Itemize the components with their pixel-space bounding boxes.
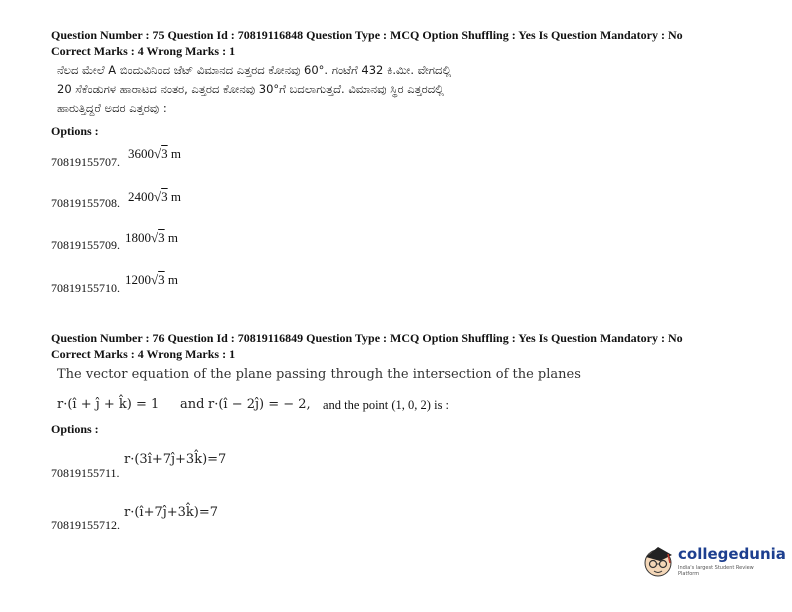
option-id: 70819155711.	[51, 466, 120, 480]
question-75-marks: Correct Marks : 4 Wrong Marks : 1	[51, 44, 236, 58]
question-76-text-line-1: The vector equation of the plane passing through the intersection of the planes	[57, 367, 581, 382]
question-75-header: Question Number : 75 Question Id : 70819116848 Question Type : MCQ Option Shuffling : Yes Is Question Mandatory : No	[51, 28, 683, 42]
logo-tagline: India's largest Student Review Platform	[678, 565, 754, 577]
option-id: 70819155707.	[51, 155, 120, 169]
question-75-options-label: Options :	[51, 124, 99, 138]
option-id: 70819155708.	[51, 196, 120, 210]
question-75-text-line-3: ಹಾರುತ್ತಿದ್ದರೆ ಅದರ ಎತ್ತರವು :	[57, 101, 167, 115]
option-id: 70819155709.	[51, 238, 120, 252]
plane-equation-1: r·(î + ĵ + k̂) = 1	[57, 397, 160, 412]
and-text: and	[180, 397, 205, 412]
sqrt-icon: √	[151, 272, 159, 287]
plane-equation-2: r·(î − 2ĵ) = − 2,	[208, 397, 311, 412]
option-value: 1800√3 m	[125, 230, 179, 245]
collegedunia-logo	[642, 543, 786, 583]
question-75-text-line-1: ನೆಲದ ಮೇಲೆ A ಬಿಂದುವಿನಿಂದ ಜೆಟ್ ವಿಮಾನದ ಎತ್ತರದ ಕೋನವು 60°. ಗಂಟೆಗೆ 432 ಕಿ.ಮೀ. ವೇಗದಲ್ಲಿ	[57, 63, 452, 77]
sqrt-icon: √	[154, 189, 162, 204]
logo-wordmark: collegedunia	[678, 545, 786, 563]
question-76-marks: Correct Marks : 4 Wrong Marks : 1	[51, 347, 236, 361]
option-value: 1200√3 m	[125, 272, 179, 287]
option-value: 2400√3 m	[128, 189, 182, 204]
logo-mascot-icon	[642, 543, 676, 579]
option-id: 70819155712.	[51, 518, 120, 532]
option-value: r·(3î+7ĵ+3k̂)=7	[124, 452, 227, 467]
option-value: 3600√3 m	[128, 146, 182, 161]
option-value: r·(î+7ĵ+3k̂)=7	[124, 505, 219, 520]
sqrt-icon: √	[151, 230, 159, 245]
point-text: and the point (1, 0, 2) is :	[323, 398, 450, 412]
question-75-text-line-2: 20 ಸೆಕೆಂಡುಗಳ ಹಾರಾಟದ ನಂತರ, ಎತ್ತರದ ಕೋನವು 30°ಗೆ ಬದಲಾಗುತ್ತದೆ. ವಿಮಾನವು ಸ್ಥಿರ ಎತ್ತರದಲ್ಲಿ	[57, 82, 444, 96]
sqrt-icon: √	[154, 146, 162, 161]
question-76-options-label: Options :	[51, 422, 99, 436]
question-76-header: Question Number : 76 Question Id : 70819116849 Question Type : MCQ Option Shuffling : Yes Is Question Mandatory : No	[51, 331, 683, 345]
option-id: 70819155710.	[51, 281, 120, 295]
